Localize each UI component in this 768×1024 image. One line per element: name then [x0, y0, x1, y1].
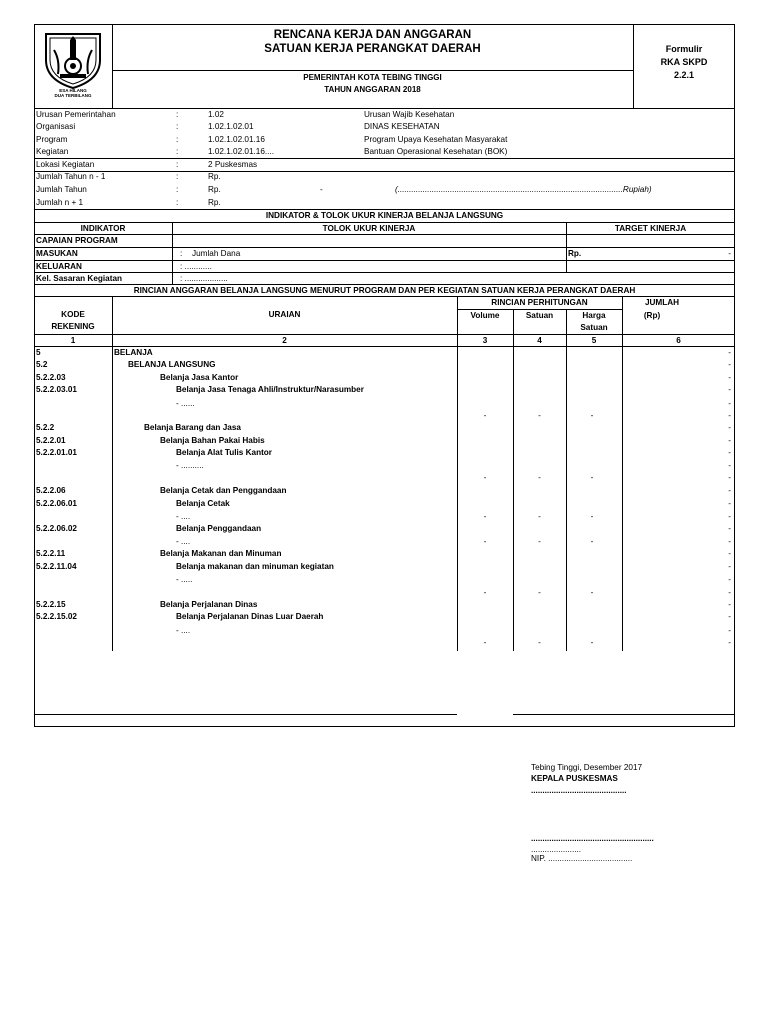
- row-text: Belanja Perjalanan Dinas Luar Daerah: [176, 612, 324, 621]
- jn1-value: Rp.: [208, 172, 221, 181]
- identity-label: Organisasi: [36, 122, 76, 131]
- sign-nip: NIP. .....................................: [531, 854, 633, 863]
- shield-icon: [40, 30, 106, 90]
- row-code: 5.2.2.11: [36, 549, 66, 558]
- logo-motto-line2: DUA TERBILANG: [54, 93, 92, 98]
- sign-name-dots: ......................................................: [531, 834, 654, 843]
- masukan-target: Rp.: [568, 249, 582, 258]
- grid-line: [112, 70, 633, 71]
- row-code: 5.2.2.06.02: [36, 524, 77, 533]
- row-code: 5.2.2.03: [36, 373, 66, 382]
- capaian-label: CAPAIAN PROGRAM: [36, 236, 118, 245]
- grid-line: [34, 260, 735, 261]
- grid-line: [457, 309, 622, 310]
- grid-line: [34, 714, 457, 715]
- jp1-label: Jumlah n + 1: [36, 198, 84, 207]
- row-text: Belanja Makanan dan Minuman: [160, 549, 282, 558]
- row-amount-dash: -: [728, 575, 731, 584]
- row-cell-dash-5: -: [590, 537, 594, 546]
- formulir-label: Formulir: [665, 44, 703, 54]
- row-amount-dash: -: [728, 373, 731, 382]
- identity-label: Program: [36, 135, 68, 144]
- grid-line: [34, 222, 735, 223]
- row-cell-dash-3: -: [483, 411, 487, 420]
- identity-colon: :: [176, 147, 179, 156]
- row-text: Belanja Cetak: [176, 499, 230, 508]
- row-cell-dash-3: -: [483, 588, 487, 597]
- jt-words: (...................................................................................................Rupiah): [395, 185, 652, 194]
- logo-motto-line1: ESA HILANG: [59, 88, 87, 93]
- row-text: - ....: [176, 626, 191, 635]
- row-amount-dash: -: [728, 423, 731, 432]
- row-text: Belanja Jasa Tenaga Ahli/Instruktur/Narasumber: [176, 385, 364, 394]
- col-rincian-perhitungan: RINCIAN PERHITUNGAN: [491, 298, 588, 307]
- grid-line: [34, 284, 735, 285]
- identity-label: Urusan Pemerintahan: [36, 110, 116, 119]
- row-text: - ......: [176, 399, 195, 408]
- row-cell-dash-4: -: [538, 588, 541, 597]
- rincian-title: RINCIAN ANGGARAN BELANJA LANGSUNG MENURUT PROGRAM DAN PER KEGIATAN SATUAN KERJA PERANGKAT DAERAH: [133, 286, 636, 295]
- row-amount-dash: -: [728, 549, 731, 558]
- row-amount-dash: -: [728, 436, 731, 445]
- row-text: Belanja Cetak dan Penggandaan: [160, 486, 287, 495]
- row-text: Belanja Jasa Kantor: [160, 373, 239, 382]
- identity-code: 1.02.1.02.01.16....: [208, 147, 275, 156]
- identity-desc: Urusan Wajib Kesehatan: [364, 110, 455, 119]
- lokasi-value: 2 Puskesmas: [208, 160, 258, 169]
- row-amount-dash: -: [728, 448, 731, 457]
- row-amount-dash: -: [728, 524, 731, 533]
- lokasi-label: Lokasi Kegiatan: [36, 160, 95, 169]
- grid-line: [112, 296, 113, 651]
- row-cell-dash-3: -: [483, 512, 487, 521]
- identity-desc: Bantuan Operasional Kesehatan (BOK): [364, 147, 508, 156]
- grid-line: [34, 296, 735, 297]
- row-text: Belanja Penggandaan: [176, 524, 262, 533]
- title-line1: RENCANA KERJA DAN ANGGARAN: [273, 29, 472, 41]
- identity-colon: :: [176, 122, 179, 131]
- identity-code: 1.02.1.02.01.16: [208, 135, 265, 144]
- jn1-label: Jumlah Tahun n - 1: [36, 172, 106, 181]
- city-logo: [40, 30, 106, 102]
- grid-line: [34, 334, 735, 335]
- row-text: BELANJA LANGSUNG: [128, 360, 216, 369]
- masukan-value: Jumlah Dana: [192, 249, 241, 258]
- row-code: 5.2.2.15: [36, 600, 66, 609]
- row-text: - ....: [176, 512, 191, 521]
- row-cell-dash-3: -: [483, 638, 487, 647]
- col-tolok: TOLOK UKUR KINERJA: [322, 224, 416, 233]
- row-cell-dash-4: -: [538, 638, 541, 647]
- row-cell-dash-5: -: [590, 473, 594, 482]
- identity-colon: :: [176, 110, 179, 119]
- col-num-5: 5: [591, 336, 597, 345]
- row-cell-dash-4: -: [538, 537, 541, 546]
- row-text: - .....: [176, 575, 193, 584]
- row-amount-dash: -: [728, 612, 731, 621]
- sasaran-value: : ...................: [180, 274, 228, 283]
- row-text: Belanja Barang dan Jasa: [144, 423, 241, 432]
- masukan-colon: :: [180, 249, 183, 258]
- row-text: - ..........: [176, 461, 204, 470]
- row-amount-dash: -: [728, 461, 731, 470]
- indikator-title: INDIKATOR & TOLOK UKUR KINERJA BELANJA LANGSUNG: [265, 211, 504, 220]
- keluaran-label: KELUARAN: [36, 262, 82, 271]
- title-line2: SATUAN KERJA PERANGKAT DAERAH: [264, 43, 481, 55]
- row-text: - ....: [176, 537, 191, 546]
- row-text: Belanja Perjalanan Dinas: [160, 600, 258, 609]
- row-code: 5.2.2.11.04: [36, 562, 77, 571]
- sasaran-label: Kel. Sasaran Kegiatan: [36, 274, 123, 283]
- jn1-colon: :: [176, 172, 179, 181]
- row-cell-dash-4: -: [538, 512, 541, 521]
- col-harga-1: Harga: [582, 311, 606, 320]
- col-target: TARGET KINERJA: [614, 224, 687, 233]
- jt-label: Jumlah Tahun: [36, 185, 87, 194]
- row-amount-dash: -: [728, 638, 731, 647]
- row-code: 5.2.2.15.02: [36, 612, 77, 621]
- sign-place-date: Tebing Tinggi, Desember 2017: [531, 763, 643, 772]
- row-amount-dash: -: [728, 473, 731, 482]
- row-code: 5.2.2.06.01: [36, 499, 77, 508]
- jt-dash: -: [320, 185, 323, 194]
- grid-line: [34, 209, 735, 210]
- sign-dots: ..........................................: [531, 786, 627, 795]
- grid-line: [34, 247, 735, 248]
- col-volume: Volume: [470, 311, 500, 320]
- row-code: 5.2.2.03.01: [36, 385, 77, 394]
- row-code: 5.2.2: [36, 423, 55, 432]
- row-cell-dash-5: -: [590, 512, 594, 521]
- col-num-4: 4: [537, 336, 542, 345]
- grid-line: [34, 108, 735, 109]
- row-code: 5.2: [36, 360, 48, 369]
- row-code: 5: [36, 348, 41, 357]
- identity-desc: DINAS KESEHATAN: [364, 122, 440, 131]
- grid-line: [622, 296, 623, 651]
- row-amount-dash: -: [728, 588, 731, 597]
- row-amount-dash: -: [728, 537, 731, 546]
- identity-colon: :: [176, 135, 179, 144]
- row-text: Belanja Alat Tulis Kantor: [176, 448, 272, 457]
- col-kode-2: REKENING: [51, 322, 95, 331]
- masukan-label: MASUKAN: [36, 249, 78, 258]
- row-cell-dash-5: -: [590, 411, 594, 420]
- row-amount-dash: -: [728, 360, 731, 369]
- formulir-number: 2.2.1: [673, 70, 695, 80]
- identity-label: Kegiatan: [36, 147, 69, 156]
- jp1-colon: :: [176, 198, 179, 207]
- row-text: Belanja Bahan Pakai Habis: [160, 436, 265, 445]
- col-kode-1: KODE: [61, 310, 85, 319]
- col-num-3: 3: [482, 336, 488, 345]
- row-amount-dash: -: [728, 411, 731, 420]
- sign-position: KEPALA PUSKESMAS: [531, 774, 618, 783]
- row-cell-dash-4: -: [538, 411, 541, 420]
- lokasi-colon: :: [176, 160, 179, 169]
- row-cell-dash-5: -: [590, 638, 594, 647]
- formulir-code: RKA SKPD: [660, 57, 708, 67]
- row-amount-dash: -: [728, 626, 731, 635]
- col-satuan: Satuan: [525, 311, 554, 320]
- col-uraian: URAIAN: [268, 310, 301, 319]
- jt-colon: :: [176, 185, 179, 194]
- row-cell-dash-3: -: [483, 473, 487, 482]
- row-cell-dash-3: -: [483, 537, 487, 546]
- jp1-value: Rp.: [208, 198, 221, 207]
- grid-line: [513, 714, 735, 715]
- identity-code: 1.02.1.02.01: [208, 122, 254, 131]
- row-code: 5.2.2.01: [36, 436, 66, 445]
- grid-line: [34, 272, 735, 273]
- grid-line: [34, 234, 735, 235]
- row-code: 5.2.2.06: [36, 486, 66, 495]
- col-jumlah-2: (Rp): [643, 311, 661, 320]
- identity-code: 1.02: [208, 110, 224, 119]
- row-cell-dash-4: -: [538, 473, 541, 482]
- col-num-6: 6: [676, 336, 681, 345]
- row-code: 5.2.2.01.01: [36, 448, 77, 457]
- grid-line: [34, 346, 735, 347]
- sign-small-dots: ......................: [531, 845, 582, 854]
- row-text: Belanja makanan dan minuman kegiatan: [176, 562, 334, 571]
- row-amount-dash: -: [728, 385, 731, 394]
- row-text: BELANJA: [114, 348, 153, 357]
- grid-line: [34, 171, 735, 172]
- grid-line: [34, 158, 735, 159]
- row-amount-dash: -: [728, 512, 731, 521]
- year-line: TAHUN ANGGARAN 2018: [324, 85, 421, 94]
- row-amount-dash: -: [728, 399, 731, 408]
- col-num-1: 1: [70, 336, 76, 345]
- masukan-dash: -: [728, 249, 731, 258]
- keluaran-value: : ............: [180, 262, 212, 271]
- row-amount-dash: -: [728, 499, 731, 508]
- identity-desc: Program Upaya Kesehatan Masyarakat: [364, 135, 508, 144]
- row-amount-dash: -: [728, 600, 731, 609]
- row-amount-dash: -: [728, 562, 731, 571]
- col-harga-2: Satuan: [580, 323, 608, 332]
- col-num-2: 2: [282, 336, 287, 345]
- col-jumlah-1: JUMLAH: [644, 298, 680, 307]
- jt-value: Rp.: [208, 185, 221, 194]
- row-cell-dash-5: -: [590, 588, 594, 597]
- row-amount-dash: -: [728, 486, 731, 495]
- col-indikator: INDIKATOR: [80, 224, 126, 233]
- row-amount-dash: -: [728, 348, 731, 357]
- gov-line: PEMERINTAH KOTA TEBING TINGGI: [303, 73, 442, 82]
